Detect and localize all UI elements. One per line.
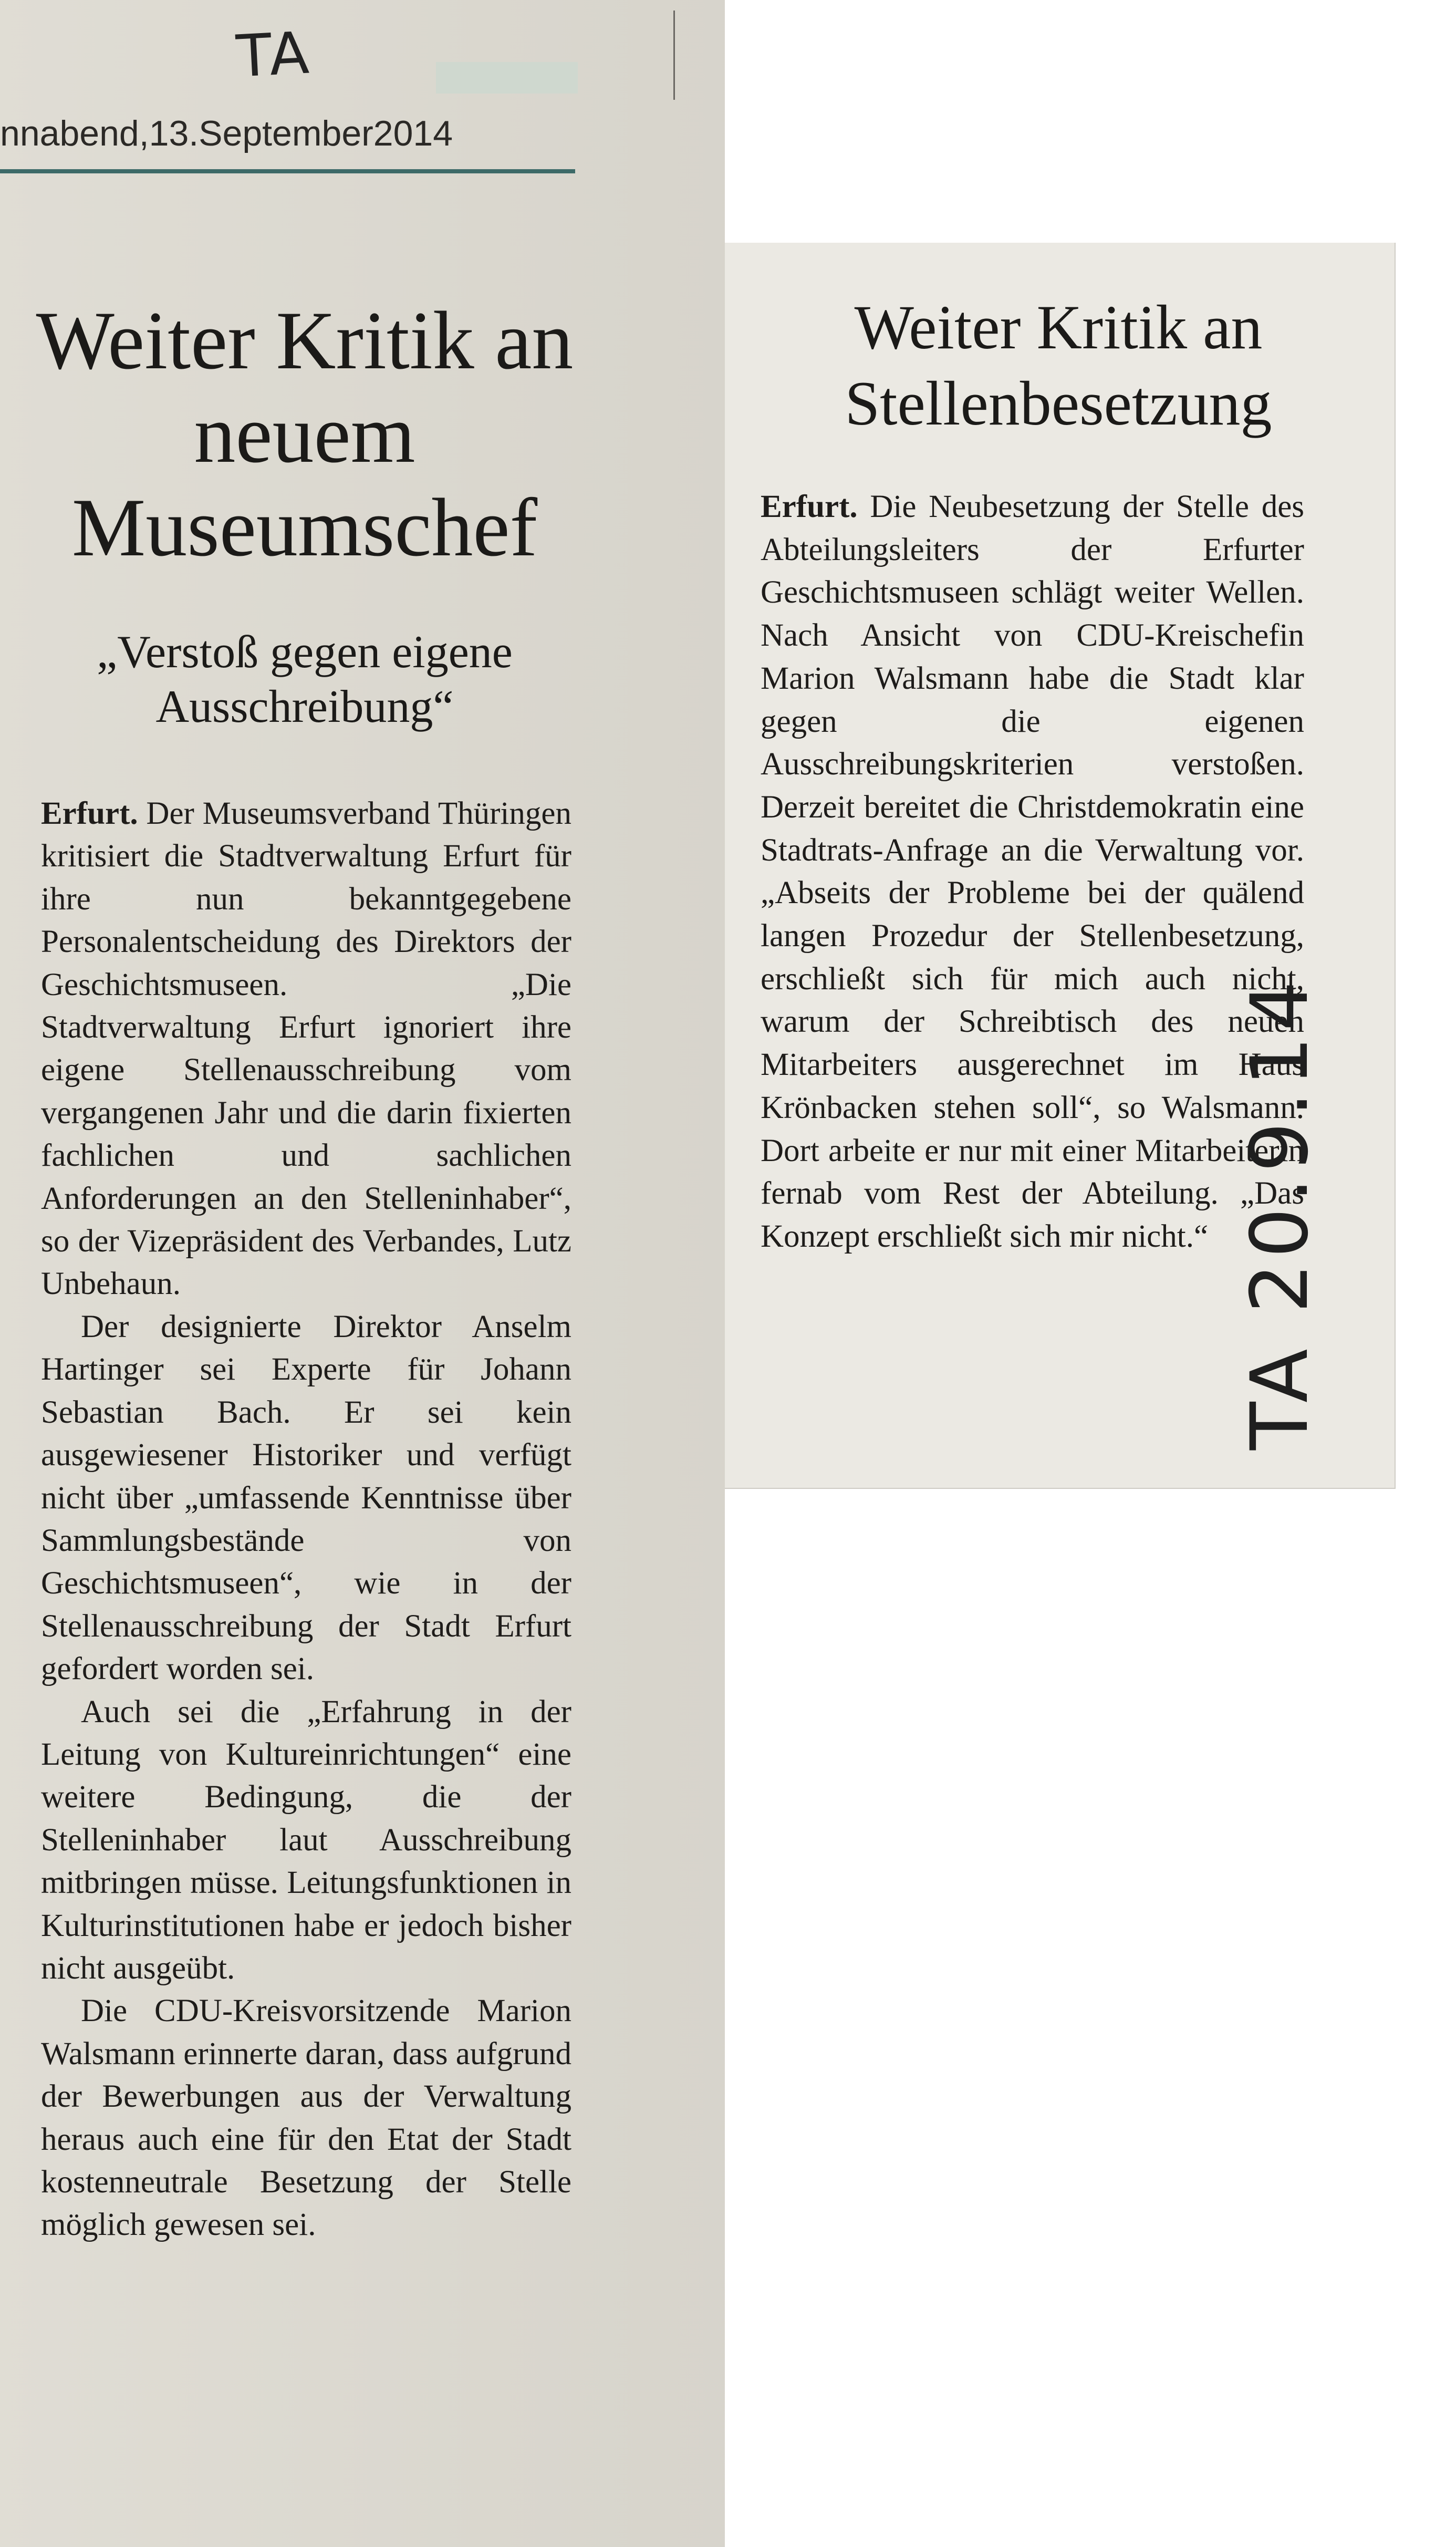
masthead-rule bbox=[0, 169, 575, 173]
right-article-headline: Weiter Kritik an Stellenbesetzung bbox=[845, 292, 1272, 438]
masthead-color-strip bbox=[436, 62, 578, 94]
article-dateline: Erfurt. bbox=[761, 489, 858, 524]
left-newspaper-clipping bbox=[0, 0, 725, 2547]
paragraph-text: Der Museumsverband Thüringen kritisiert die Stadtverwaltung Erfurt für ihre nun bekanntgegebene Personalentscheidung des Direktors der Geschichtsmuseen. „Die Stadtverwaltung Erfurt ignoriert ihre eigene Stellenausschreibung vom vergangenen Jahr und die darin fixierten fachlichen und sachlichen Anforderungen an den Stelleninhaber“, so der Vizepräsident des Verbandes, Lutz Unbehaun. bbox=[41, 796, 572, 1302]
article-paragraph: Auch sei die „Erfahrung in der Leitung von Kultureinrichtungen“ eine weitere Bedingung, die der Stelleninhaber laut Ausschreibung mitbringen müsse. Leitungsfunktionen in Kulturinstitutionen habe er jedoch bisher nicht ausgeübt. bbox=[41, 1694, 571, 1986]
masthead-date: nnabend,13.September2014 bbox=[0, 113, 453, 153]
article-dateline: Erfurt. bbox=[41, 796, 138, 831]
left-article-headline: Weiter Kritik an neuem Museumschef bbox=[36, 295, 574, 574]
left-article-body bbox=[41, 792, 571, 2246]
article-paragraph: Die CDU-Kreisvorsitzende Marion Walsmann erinnerte daran, dass aufgrund der Bewerbungen aus der Verwaltung heraus auch eine für den Etat der Stadt kostenneutrale Besetzung der Stelle möglich gewesen sei. bbox=[41, 1993, 571, 2243]
handwritten-ta-mark: TA bbox=[234, 19, 313, 90]
handwritten-date-note: TA 20.9.14 bbox=[1234, 976, 1326, 1450]
paragraph-text: Die Neubesetzung der Stelle des Abteilungsleiters der Erfurter Geschichtsmuseen schlägt weiter Wellen. Nach Ansicht von CDU-Kreischefin Marion Walsmann habe die Stadt klar gegen die eigenen Ausschreibungskriterien verstoßen. Derzeit bereitet die Christdemokratin eine Stadtrats-Anfrage an die Verwaltung vor. „Abseits der Probleme bei der quälend langen Prozedur der Stellenbesetzung, erschließt sich für mich auch nicht, warum der Schreibtisch des neuen Mitarbeiters ausgerechnet im Haus Krönbacken stehen soll“, so Walsmann. Dort arbeite er nur mit einer Mitarbeiterin fernab vom Rest der Abteilung. „Das Konzept erschließt sich mir nicht.“ bbox=[761, 489, 1305, 1254]
left-article-subheadline: „Verstoß gegen eigene Ausschreibung“ bbox=[97, 627, 513, 732]
article-paragraph: Der designierte Direktor Anselm Hartinger sei Experte für Johann Sebastian Bach. Er sei kein ausgewiesener Historiker und verfügt nicht über „umfassende Kenntnisse über Sammlungsbestände von Geschichtsmuseen“, wie in der Stellenausschreibung der Stadt Erfurt gefordert worden sei. bbox=[41, 1309, 571, 1687]
clipping-edge-line bbox=[673, 11, 675, 100]
article-paragraph bbox=[761, 485, 1304, 1258]
right-article-body bbox=[761, 485, 1304, 1258]
article-paragraph bbox=[41, 792, 571, 1306]
